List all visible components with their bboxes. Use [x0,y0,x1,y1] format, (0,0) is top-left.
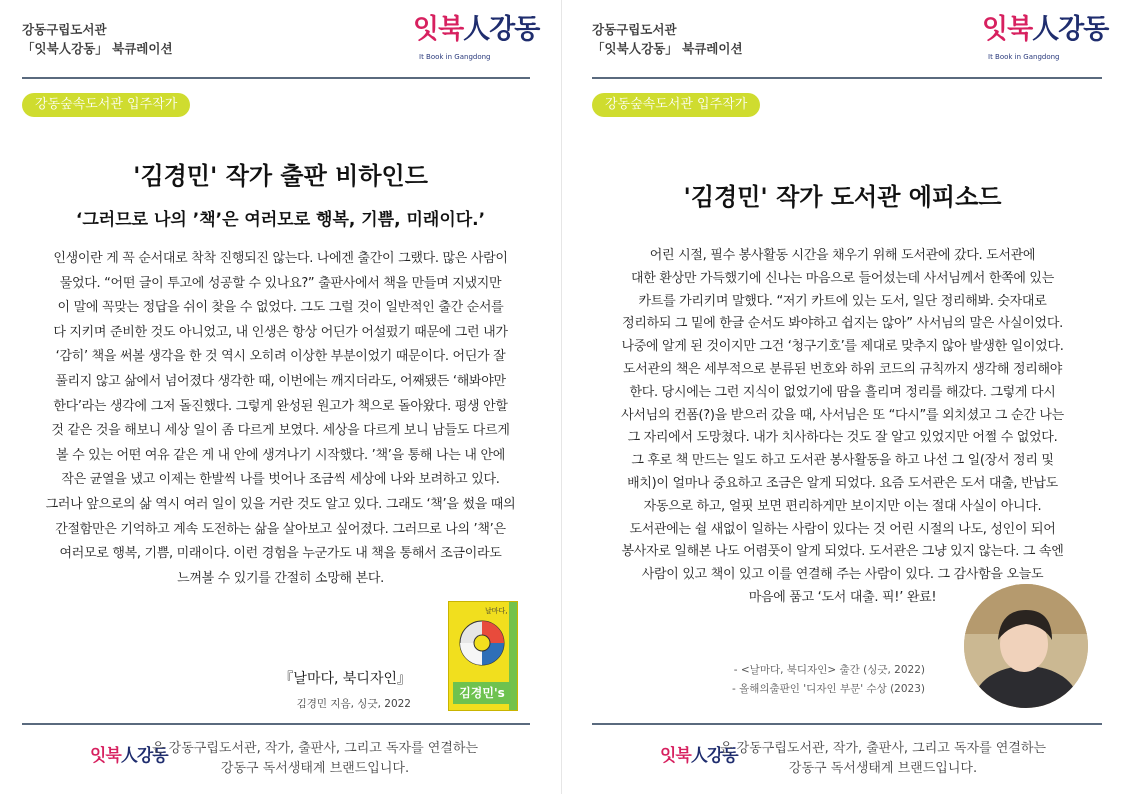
body-line: 여러모로 행복, 기쁨, 미래이다. 이런 경험을 누군가도 내 책을 통해서 조금이라도 [59,546,502,562]
book-meta: 김경민 지음, 싱긋, 2022 [296,698,411,710]
curation-name: 「잇북人강동」 북큐레이션 [22,41,173,56]
article-body [562,245,1123,610]
curation-name: 「잇북人강동」 북큐레이션 [592,41,743,56]
footer-logo: 잇북人강동 [90,746,168,766]
body-line: 이 말에 꼭맞는 정답을 쉬이 찾을 수 없었다. 그도 그럴 것이 일반적인 출간 순서를 [57,300,504,316]
body-line: 한다. 당시에는 그런 지식이 없었기에 땀을 흘리며 정리를 해갔다. 그렇게 다시 [629,384,1056,400]
page-subtitle: ‘그러므로 나의 ’책’은 여러모로 행복, 기쁨, 미래이다.’ [75,210,486,230]
cover-art-icon [459,620,505,666]
body-line: 나중에 알게 된 것이지만 그건 ‘청구기호’를 제대로 맞추지 않아 발생한 일이었다. [621,339,1064,355]
footer-line-2: 강동구 독서생태계 브랜드입니다. [220,761,410,776]
body-line: 볼 수 있는 어떤 여유 같은 게 내 안에 생겨나기 시작했다. ’책’을 통해 나는 내 안에 [56,447,505,463]
category-tag: 강동숲속도서관 입주작가 [22,93,190,117]
body-line: 대한 환상만 가득했기에 신나는 마음으로 들어섰는데 사서님께서 한쪽에 있는 [631,270,1054,286]
credit-line: - 올해의출판인 '디자인 부문' 수상 (2023) [731,683,925,695]
brand-logo: 잇북人강동 It Book in Gangdong [982,14,1109,61]
body-line: 정리하되 그 밑에 한글 순서도 봐야하고 쉽지는 않아” 사서님의 말은 사실이었다. [622,316,1063,332]
logo-subtitle: It Book in Gangdong [419,53,491,61]
top-divider [22,77,530,79]
footer-line-2: 강동구 독서생태계 브랜드입니다. [788,761,978,776]
left-page [0,0,561,794]
cover-small-text: 날마다, [485,607,508,615]
logo-subtitle: It Book in Gangdong [988,53,1060,61]
org-name: 강동구립도서관 [22,22,107,37]
body-line: 어린 시절, 필수 봉사활동 시간을 채우기 위해 도서관에 갔다. 도서관에 [649,248,1036,263]
footer-logo: 잇북人강동 [660,746,738,766]
brand-logo: 잇북人강동 It Book in Gangdong [413,14,540,61]
cover-author-label: 김경민's [453,682,511,704]
page-title: '김경민' 작가 출판 비하인드 [133,162,428,190]
body-line: 작은 균열을 냈고 이제는 한발씩 나를 벗어나 조금씩 세상에 나와 보려하고 있다. [61,472,500,488]
article-body [0,247,561,591]
body-line: 것 같은 것을 해보니 세상 일이 좀 다르게 보였다. 세상을 다르게 보니 남들도 다르게 [51,423,510,439]
body-line: 자동으로 하고, 얼핏 보면 편리하게만 보이지만 이는 절대 사실이 아니다. [643,498,1042,514]
body-line: 배치)이 얼마나 중요하고 조금은 알게 되었다. 요즘 도서관은 도서 대출, 반납도 [627,475,1058,491]
footer [0,739,561,783]
body-line: 간절함만은 기억하고 계속 도전하는 삶을 살아보고 싶어졌다. 그러므로 나의 ’책’은 [55,521,506,537]
body-line: 도서관에는 쉴 새없이 일하는 사람이 있다는 것 어린 시절의 나도, 성인이 되어 [629,521,1056,537]
org-header [592,20,743,58]
bottom-divider [592,723,1102,725]
body-line: 느껴볼 수 있기를 간절히 소망해 본다. [177,570,384,586]
footer-line-1: 은 강동구립도서관, 작가, 출판사, 그리고 독자를 연결하는 [151,741,479,756]
body-line: ‘감히’ 책을 써볼 생각을 한 것 역시 오히려 이상한 부분이었기 때문이다. 어딘가 잘 [55,349,506,365]
category-tag: 강동숲속도서관 입주작가 [592,93,760,117]
author-portrait-image [964,584,1088,708]
credit-line: - <날마다, 북디자인> 출간 (싱긋, 2022) [733,664,925,676]
body-line: 카트를 가리키며 말했다. “저기 카트에 있는 도서, 일단 정리해봐. 숫자대로 [638,293,1047,309]
body-line: 마음에 품고 ‘도서 대출. 픽!’ 완료! [748,589,937,605]
page-title: '김경민' 작가 도서관 에피소드 [683,183,1002,211]
top-divider [592,77,1102,79]
bottom-divider [22,723,530,725]
author-credits [732,661,925,699]
body-line: 물었다. “어떤 글이 투고에 성공할 수 있나요?” 출판사에서 책을 만들며 지냈지만 [59,275,502,291]
body-line: 사람이 있고 책이 있고 이를 연결해 주는 사람이 있다. 그 감사함을 오늘도 [641,567,1044,583]
body-line: 그러나 앞으로의 삶 역시 여러 일이 있을 거란 것도 알고 있다. 그래도 ‘책’을 썼을 때의 [45,496,516,512]
org-header [22,20,173,58]
footer [562,739,1123,783]
body-line: 다 지키며 준비한 것도 아니었고, 내 인생은 항상 어딘가 어설펐기 때문에 그런 내가 [53,324,508,340]
body-line: 그 후로 책 만드는 일도 하고 도서관 봉사활동을 하고 나선 그 일(장서 정리 및 [631,453,1054,469]
book-title: 『날마다, 북디자인』 [279,671,411,687]
body-line: 사서님의 컨폼(?)을 받으러 갔을 때, 사서님은 또 “다시”를 외치셨고 그 순간 나는 [621,407,1064,423]
body-line: 풀리지 않고 삶에서 넘어졌다 생각한 때, 이번에는 깨지더라도, 어째됐든 ‘해봐야만 [55,373,506,389]
body-line: 그 자리에서 도망쳤다. 내가 치사하다는 것도 잘 알고 있었지만 어쩔 수 없었다. [627,430,1058,446]
body-line: 인생이란 게 꼭 순서대로 착착 진행되진 않는다. 나에겐 출간이 그랬다. 많은 사람이 [53,251,508,266]
org-name: 강동구립도서관 [592,22,677,37]
footer-line-1: 은 강동구립도서관, 작가, 출판사, 그리고 독자를 연결하는 [719,741,1047,756]
body-line: 봉사자로 일해본 나도 어렴풋이 알게 되었다. 도서관은 그냥 있지 않는다. 그 속엔 [621,544,1064,560]
body-line: 도서관의 책은 세부적으로 분류된 번호와 하위 코드의 규칙까지 생각해 정리해야 [622,361,1062,377]
portrait-photo-icon [964,584,1088,708]
book-cover-image [448,601,518,711]
body-line: 한다’라는 생각에 그저 돌진했다. 그렇게 완성된 원고가 책으로 돌아왔다. 평생 안할 [53,398,508,414]
